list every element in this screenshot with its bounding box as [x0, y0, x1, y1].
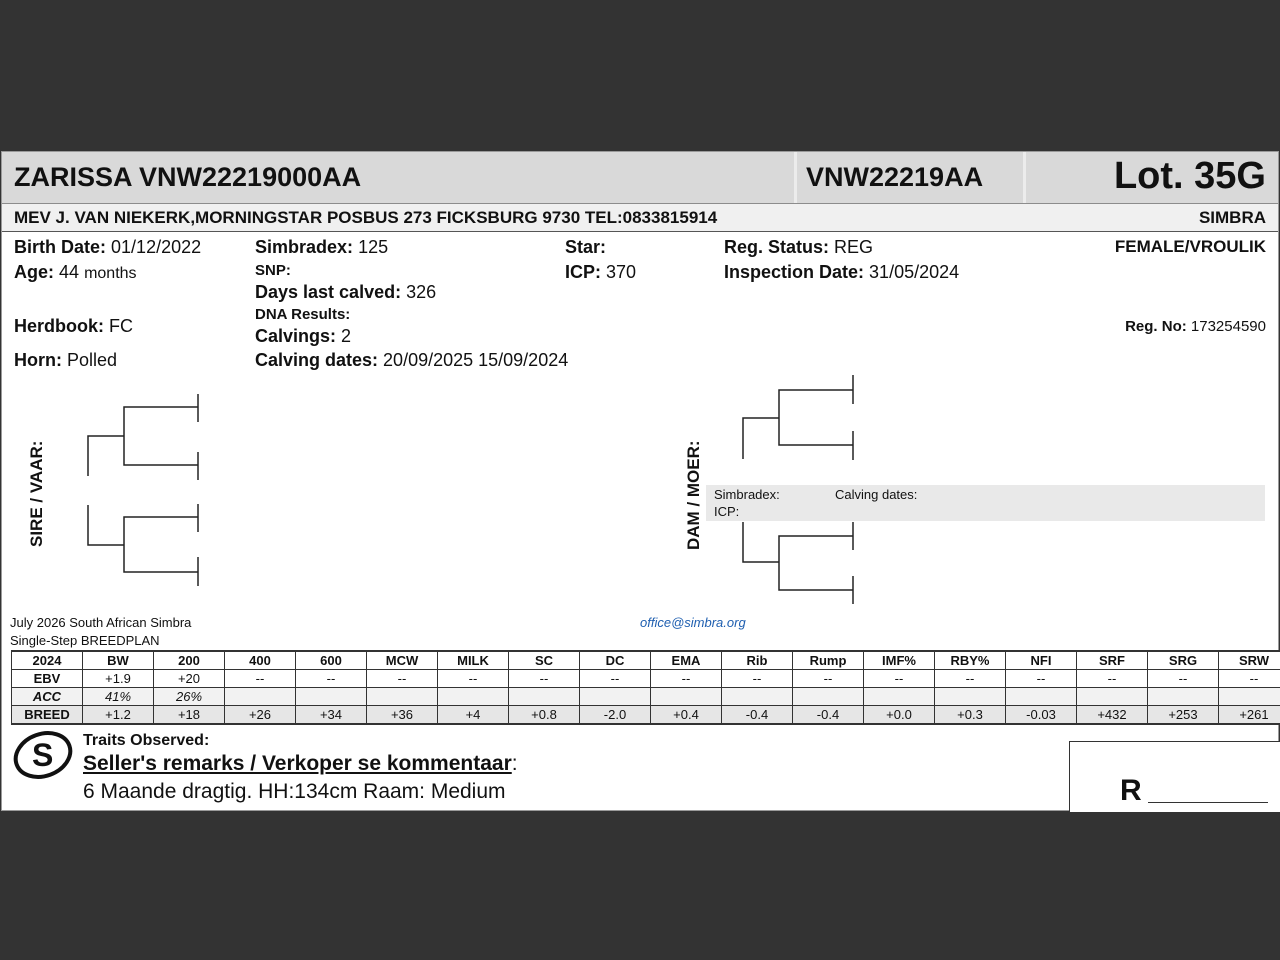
ebv-cell: -- [1006, 670, 1077, 688]
dam-info-strip [706, 485, 1265, 521]
dam-icp-label: ICP: [714, 504, 740, 519]
sellers-remarks: Seller's remarks / Verkoper se kommentaar: [83, 752, 518, 775]
ebv-header-row [12, 651, 1280, 670]
herdbook: Herdbook: FC [14, 316, 134, 336]
ebv-cell: +0.3 [935, 706, 1006, 725]
reg-no: Reg. No: 173254590 [1125, 318, 1266, 335]
ebv-cell [935, 688, 1006, 706]
ebv-cell: -- [1148, 670, 1219, 688]
ebv-cell: IMF% [864, 651, 935, 670]
ebv-cell: +36 [367, 706, 438, 725]
age: Age: 44 months [14, 262, 137, 282]
ebv-cell: +432 [1077, 706, 1148, 725]
sire-grandsire-bracket [124, 407, 198, 465]
sire-label: SIRE / VAAR: [27, 440, 46, 547]
ebv-cell: -- [722, 670, 793, 688]
icp: ICP: 370 [565, 262, 637, 282]
owner-details: MEV J. VAN NIEKERK,MORNINGSTAR POSBUS 273 FICKSBURG 9730 TEL:0833815914 [14, 208, 718, 227]
ebv-cell: SRG [1148, 651, 1219, 670]
breed-name: SIMBRA [1198, 208, 1266, 227]
ebv-cell: 41% [83, 688, 154, 706]
calvings: Calvings: 2 [255, 326, 352, 346]
dam-grandsire-bracket [779, 390, 853, 445]
sex: FEMALE/VROULIK [1114, 237, 1266, 256]
ebv-cell: EMA [651, 651, 722, 670]
ebv-cell: SRF [1077, 651, 1148, 670]
ebv-cell: -- [367, 670, 438, 688]
ebv-cell [651, 688, 722, 706]
breedplan-line2: Single-Step BREEDPLAN [10, 633, 160, 648]
dam-granddam-bracket [779, 536, 853, 590]
ebv-cell [1077, 688, 1148, 706]
ebv-cell: -- [296, 670, 367, 688]
price-currency: R [1120, 774, 1142, 807]
ebv-cell: +1.9 [83, 670, 154, 688]
simbradex: Simbradex: 125 [255, 237, 389, 257]
price-box [1069, 741, 1280, 812]
ebv-cell [225, 688, 296, 706]
ebv-cell [1219, 688, 1280, 706]
ebv-cell [722, 688, 793, 706]
ebv-cell: -- [509, 670, 580, 688]
breed-row [12, 706, 1280, 725]
ebv-cell: MILK [438, 651, 509, 670]
ebv-cell: -- [438, 670, 509, 688]
ebv-cell: 400 [225, 651, 296, 670]
inspection-date: Inspection Date: 31/05/2024 [724, 262, 960, 282]
ebv-cell [1148, 688, 1219, 706]
calving-dates: Calving dates: 20/09/2025 15/09/2024 [255, 350, 569, 370]
pedigree-lines [2, 152, 1278, 622]
ebv-cell: -0.4 [722, 706, 793, 725]
ebv-cell: +0.0 [864, 706, 935, 725]
row-label-cell: 2024 [12, 651, 83, 670]
ebv-cell: +26 [225, 706, 296, 725]
lot-number: Lot. 35G [1113, 155, 1266, 197]
snp: SNP: [255, 262, 291, 279]
reg-status: Reg. Status: REG [724, 237, 874, 257]
ebv-cell: +34 [296, 706, 367, 725]
ebv-cell [509, 688, 580, 706]
ebv-cell: -0.03 [1006, 706, 1077, 725]
ebv-cell [793, 688, 864, 706]
acc-row [12, 688, 1280, 706]
ebv-cell: -2.0 [580, 706, 651, 725]
dam-label: DAM / MOER: [684, 440, 703, 550]
ebv-cell: +0.8 [509, 706, 580, 725]
lot-card [1, 151, 1279, 811]
ebv-cell: -- [793, 670, 864, 688]
ebv-table [11, 650, 1280, 725]
ebv-cell [438, 688, 509, 706]
ebv-cell: +18 [154, 706, 225, 725]
ebv-cell: +0.4 [651, 706, 722, 725]
dna-results: DNA Results: [255, 306, 351, 323]
ebv-cell: +4 [438, 706, 509, 725]
ebv-cell: -- [580, 670, 651, 688]
ebv-cell: +261 [1219, 706, 1280, 725]
breedplan-line1: July 2026 South African Simbra [10, 615, 192, 630]
ebv-cell: +20 [154, 670, 225, 688]
row-label-cell: EBV [12, 670, 83, 688]
ebv-cell: +1.2 [83, 706, 154, 725]
ebv-cell: SRW [1219, 651, 1280, 670]
ebv-cell: -- [225, 670, 296, 688]
ebv-row [12, 670, 1280, 688]
ebv-cell: -- [1219, 670, 1280, 688]
ebv-cell: 600 [296, 651, 367, 670]
seller-comment: 6 Maande dragtig. HH:134cm Raam: Medium [83, 780, 506, 803]
ebv-cell: -- [935, 670, 1006, 688]
star: Star: [565, 237, 607, 257]
ebv-cell: 26% [154, 688, 225, 706]
horn: Horn: Polled [14, 350, 118, 370]
animal-name: ZARISSA VNW22219000AA [14, 162, 362, 192]
ebv-cell [580, 688, 651, 706]
birth-date: Birth Date: 01/12/2022 [14, 237, 202, 257]
ebv-cell: RBY% [935, 651, 1006, 670]
ebv-cell: +253 [1148, 706, 1219, 725]
dam-calving-label: Calving dates: [835, 487, 918, 502]
ebv-cell: -- [864, 670, 935, 688]
ebv-cell: -0.4 [793, 706, 864, 725]
row-label-cell: BREED [12, 706, 83, 725]
ebv-cell: -- [651, 670, 722, 688]
ebv-cell: DC [580, 651, 651, 670]
ebv-cell: BW [83, 651, 154, 670]
ebv-cell [1006, 688, 1077, 706]
logo-letter: S [32, 737, 54, 773]
ebv-cell: Rib [722, 651, 793, 670]
price-line [1148, 802, 1268, 803]
email-link[interactable]: office@simbra.org [640, 615, 746, 630]
days-last-calved: Days last calved: 326 [255, 282, 437, 302]
ebv-cell: 200 [154, 651, 225, 670]
traits-observed: Traits Observed: [83, 732, 210, 749]
ebv-cell: MCW [367, 651, 438, 670]
ebv-cell [296, 688, 367, 706]
dam-simbradex-label: Simbradex: [714, 487, 780, 502]
ebv-cell: -- [1077, 670, 1148, 688]
ebv-cell [367, 688, 438, 706]
sire-granddam-bracket [124, 517, 198, 572]
row-label-cell: ACC [12, 688, 83, 706]
ebv-cell: NFI [1006, 651, 1077, 670]
simbra-logo-icon [12, 728, 76, 782]
animal-code: VNW22219AA [806, 162, 984, 192]
ebv-cell: SC [509, 651, 580, 670]
ebv-cell [864, 688, 935, 706]
ebv-cell: Rump [793, 651, 864, 670]
